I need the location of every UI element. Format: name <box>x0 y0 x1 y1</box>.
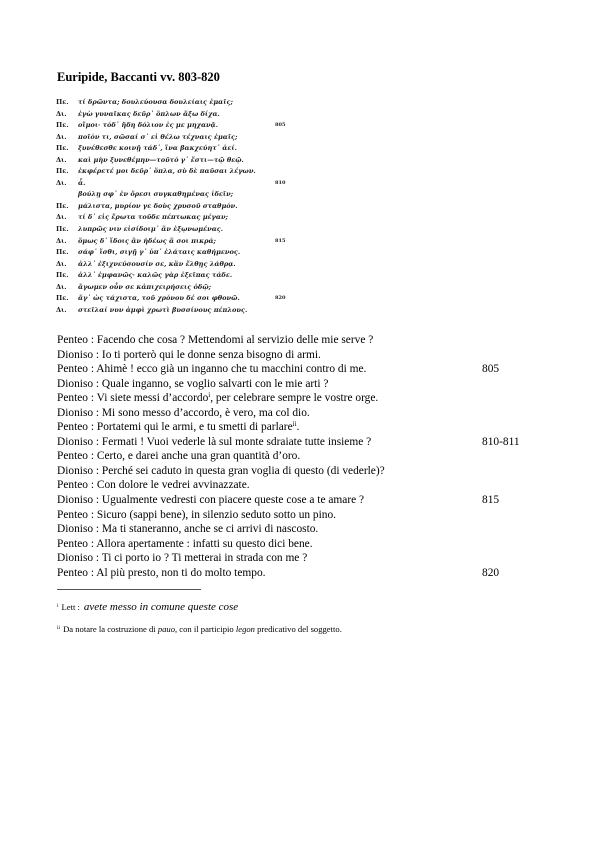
translation-line <box>57 406 537 421</box>
greek-line <box>56 166 288 178</box>
translation-line <box>57 493 537 508</box>
greek-speaker: Πε. <box>56 271 69 280</box>
greek-line <box>56 212 288 224</box>
greek-speaker: Πε. <box>56 294 69 303</box>
greek-line <box>56 189 288 201</box>
greek-line <box>56 109 288 121</box>
translation-text: Penteo : Vi siete messi d’accordo <box>57 392 209 405</box>
greek-verse-number: 815 <box>275 237 286 244</box>
footnote-2-text-c: predicativo del soggetto. <box>257 624 342 634</box>
greek-verse: ἐκφέρετέ μοι δεῦρ᾽ ὅπλα, σὺ δὲ παῦσαι λέγων. <box>78 167 256 176</box>
greek-speaker: Δι. <box>56 236 67 245</box>
greek-verse: τί δρῶντα; δουλεύουσα δουλείαις ἐμαῖς; <box>78 98 233 106</box>
translation-text-continued: . <box>296 421 300 434</box>
footnote-reference: i <box>208 391 211 400</box>
greek-verse: ἄγωμεν οὖν σε κἀπιχειρήσεις ὁδῷ; <box>78 282 212 291</box>
greek-speaker: Δι. <box>56 305 67 314</box>
greek-verse: στεῖλαί νυν ἀμφὶ χρωτὶ βυσσίνους πέπλους. <box>78 305 248 314</box>
footnote-2-word-pauo: pauo <box>157 624 175 634</box>
greek-verse: καὶ μὴν ξυνεθέμην—τοῦτό γ᾽ ἔστι—τῷ θεῷ. <box>78 155 244 164</box>
greek-verse: ξυνέθεσθε κοινῇ τάδ᾽, ἵνα βακχεύητ᾽ ἀεί. <box>78 144 237 153</box>
greek-speaker: Πε. <box>56 98 69 106</box>
greek-line <box>56 155 288 167</box>
translation-line <box>57 566 537 581</box>
greek-speaker: Πε. <box>56 167 69 176</box>
greek-speaker: Δι. <box>56 155 67 164</box>
greek-line <box>56 224 288 236</box>
greek-speaker: Πε. <box>56 248 69 257</box>
translation-line <box>57 508 537 523</box>
translation-text: Penteo : Allora apertamente : infatti su questo dici bene. <box>57 537 313 550</box>
translation-text: Penteo : Portatemi qui le armi, e tu smetti di parlare <box>57 421 293 434</box>
translation-line <box>57 377 537 392</box>
greek-line <box>56 270 288 282</box>
greek-line <box>56 282 288 294</box>
greek-speaker: Δι. <box>56 132 67 141</box>
greek-verse: ἀλλ᾽ ἐμφανῶς· καλῶς γὰρ ἐξεῖπας τάδε. <box>78 271 233 280</box>
footnote-2-text-b: , con il participio <box>175 624 234 634</box>
translation-text: Dioniso : Ugualmente vedresti con piacere queste cose a te amare ? <box>57 494 365 507</box>
translation-text: Penteo : Con dolore le vedrei avvinazzate. <box>57 479 250 492</box>
greek-speaker: Δι. <box>56 178 67 187</box>
greek-verse: λυπρῶς νιν εἰσίδοιμ᾽ ἂν ἐξῳνωμένας. <box>78 225 224 234</box>
translation-line <box>57 464 537 479</box>
footnote-reference: ii <box>292 420 297 429</box>
greek-speaker: Πε. <box>56 225 69 234</box>
translation-text: Dioniso : Mi sono messo d’accordo, è vero, ma col dio. <box>57 406 310 419</box>
translation-text: Penteo : Ahimè ! ecco già un inganno che tu macchini contro di me. <box>57 363 367 376</box>
translation-text: Dioniso : Quale inganno, se voglio salvarti con le mie arti ? <box>57 377 329 390</box>
greek-speaker: Πε. <box>56 201 69 210</box>
translation-text: Penteo : Al più presto, non ti do molto tempo. <box>57 566 266 579</box>
translation-text: Dioniso : Ti ci porto io ? Ti metterai in strada con me ? <box>57 552 308 565</box>
translation-line <box>57 551 537 566</box>
verse-number: 815 <box>482 494 500 507</box>
greek-verse: ἀλλ᾽ ἐξιχνεύσουσίν σε, κἂν ἔλθῃς λάθρᾳ. <box>78 259 236 268</box>
greek-line <box>56 178 288 190</box>
translation-text: Dioniso : Fermati ! Vuoi vederle là sul monte sdraiate tutte insieme ? <box>57 435 372 448</box>
greek-line <box>56 132 288 144</box>
verse-number: 820 <box>482 566 500 579</box>
greek-verse: μάλιστα, μυρίον γε δοὺς χρυσοῦ σταθμόν. <box>78 201 238 210</box>
translation-line <box>57 348 537 363</box>
greek-verse: ἆ. <box>78 178 86 187</box>
verse-number: 805 <box>482 363 500 376</box>
footnote-1-label: Lett : <box>61 602 80 612</box>
greek-verse: ἐγὼ γυναῖκας δεῦρ᾽ ὅπλων ἄξω δίχα. <box>78 109 220 118</box>
greek-line <box>56 120 288 132</box>
translation-text: Dioniso : Ma ti staneranno, anche se ci arrivi di nascosto. <box>57 523 319 536</box>
footnote-2-marker: ii <box>57 625 61 631</box>
translation-line <box>57 522 537 537</box>
translation-text: Penteo : Sicuro (sappi bene), in silenzio seduto sotto un pino. <box>57 508 337 521</box>
translation-line <box>57 420 537 435</box>
greek-line <box>56 97 288 109</box>
footnote-2-text-a: Da notare la costruzione di <box>63 624 156 634</box>
greek-speaker: Δι. <box>56 109 67 118</box>
greek-verse: τί δ᾽ εἰς ἔρωτα τοῦδε πέπτωκας μέγαν; <box>78 213 228 222</box>
translation-line <box>57 362 537 377</box>
footnote-1 <box>57 597 238 615</box>
translation-text: Dioniso : Io ti porterò qui le donne senza bisogno di armi. <box>57 348 321 361</box>
greek-speaker: Δι. <box>56 259 67 268</box>
greek-line <box>56 293 288 305</box>
translation-text: Penteo : Certo, e darei anche una gran quantità d’oro. <box>57 450 301 463</box>
footnote-1-text: avete messo in comune queste cose <box>83 601 239 613</box>
footnote-2-word-legon: legon <box>235 624 255 634</box>
greek-verse-number: 820 <box>275 295 286 302</box>
greek-line <box>56 201 288 213</box>
translation-block <box>57 333 537 580</box>
translation-text-continued: , per celebrare sempre le vostre orge. <box>210 392 379 405</box>
greek-verse: ποῖόν τι, σῶσαί σ᾽ εἰ θέλω τέχναις ἐμαῖς; <box>78 132 238 141</box>
greek-line <box>56 143 288 155</box>
greek-speaker: Δι. <box>56 282 67 291</box>
greek-speaker: Πε. <box>56 121 69 130</box>
footnote-1-marker: i <box>57 603 59 609</box>
greek-line <box>56 305 288 317</box>
greek-line <box>56 247 288 259</box>
translation-line <box>57 449 537 464</box>
greek-verse-number: 810 <box>275 179 286 186</box>
greek-verse: βούλῃ σφ᾽ ἐν ὄρεσι συγκαθημένας ἰδεῖν; <box>78 190 234 199</box>
greek-text-block <box>56 97 288 316</box>
translation-line <box>57 333 537 348</box>
translation-line <box>57 391 537 406</box>
greek-speaker: Δι. <box>56 213 67 222</box>
greek-verse-number: 805 <box>275 122 286 129</box>
translation-line <box>57 478 537 493</box>
translation-text: Dioniso : Perché sei caduto in questa gran voglia di questo (di vederle)? <box>57 464 385 477</box>
footnote-divider <box>57 589 201 590</box>
translation-line <box>57 435 537 450</box>
greek-line <box>56 236 288 248</box>
verse-number: 810-811 <box>482 435 520 448</box>
translation-text: Penteo : Facendo che cosa ? Mettendomi al servizio delle mie serve ? <box>57 334 374 346</box>
greek-line <box>56 259 288 271</box>
greek-verse: ἄγ᾽ ὡς τάχιστα, τοῦ χρόνου δέ σοι φθονῶ. <box>78 294 240 303</box>
document-title: Euripide, Baccanti vv. 803-820 <box>57 70 220 84</box>
translation-line <box>57 537 537 552</box>
greek-speaker: Πε. <box>56 144 69 153</box>
footnote-2 <box>57 624 342 634</box>
greek-verse: σάφ᾽ ἴσθι, σιγῇ γ᾽ ὑπ᾽ ἐλάταις καθήμενος. <box>78 248 241 257</box>
greek-verse: ὅμως δ᾽ ἴδοις ἂν ἡδέως ἅ σοι πικρά; <box>78 236 216 245</box>
greek-verse: οἴμοι· τόδ᾽ ἤδη δόλιον ἐς με μηχανᾷ. <box>78 121 219 130</box>
